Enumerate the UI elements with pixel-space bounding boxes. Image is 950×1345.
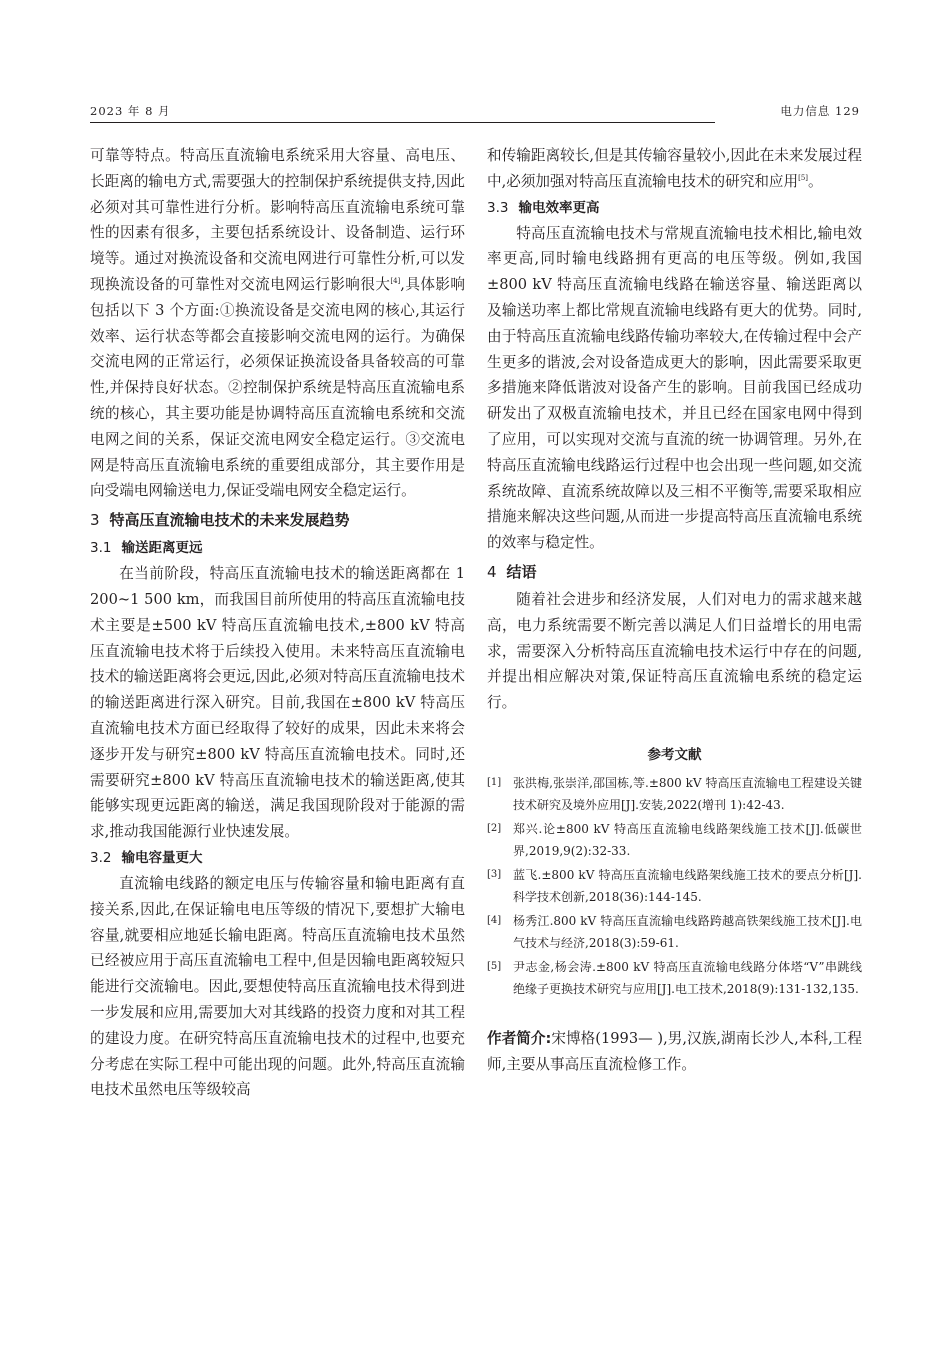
author-bio	[487, 1026, 862, 1078]
continued-text-b: 。	[808, 172, 823, 190]
continued-paragraph	[487, 143, 862, 195]
conclusion-paragraph: 随着社会进步和经济发展，人们对电力的需求越来越高，电力系统需要不断完善以满足人们日益增长的用电需求，需要深入分析特高压直流输电技术运行中存在的问题,并提出相应解决对策,保证特高压直流输电系统的稳定运行。	[487, 590, 862, 712]
section-3-3-number: 3.3	[487, 199, 509, 216]
intro-text-a: 可靠等特点。特高压直流输电系统采用大容量、高电压、长距离的输电方式,需要强大的控制保护系统提供支持,因此必须对其可靠性进行分析。影响特高压直流输电系统可靠性的因素有很多，主要包括系统设计、设备制造、运行环境等。通过对换流设备和交流电网进行可靠性分析,可以发现换流设备的可靠性对交流电网运行影响很大	[90, 147, 465, 293]
author-bio-label: 作者简介:	[487, 1029, 552, 1047]
reference-number: [2]	[487, 822, 502, 834]
section-4-title: 结语	[506, 562, 537, 581]
section-3-2-title: 输电容量更大	[121, 849, 203, 866]
reference-text: 郑兴.论±800 kV 特高压直流输电线路架线施工技术[J].低碳世界,2019,9(2):32-33.	[513, 821, 862, 858]
citation-5: [5]	[798, 173, 809, 182]
reference-item	[487, 818, 862, 862]
section-3-1-paragraph: 在当前阶段，特高压直流输电技术的输送距离都在 1 200~1 500 km，而我国目前所使用的特高压直流输电技术主要是±500 kV 特高压直流输电技术,±800 kV 特高压直流输电技术将于后续投入使用。未来特高压直流输电技术的输送距离将会更远,因此,必须对特高压直流输电技术的输送距离进行深入研究。目前,我国在±800 kV 特高压直流输电技术方面已经取得了较好的成果，因此未来将会逐步开发与研究±800 kV 特高压直流输电技术。同时,还需要研究±800 kV 特高压直流输电技术的输送距离,使其能够实现更远距离的输送，满足我国现阶段对于能源的需求,推动我国能源行业快速发展。	[90, 565, 465, 841]
section-3-heading	[90, 507, 465, 533]
reference-text: 蓝飞.±800 kV 特高压直流输电线路架线施工技术的要点分析[J].科学技术创新,2018(36):144-145.	[513, 867, 862, 904]
references-title: 参考文献	[647, 746, 702, 763]
header-rule	[90, 122, 715, 123]
reference-text: 尹志金,杨会涛.±800 kV 特高压直流输电线路分体塔“V”串跳线绝缘子更换技术研究与应用[J].电工技术,2018(9):131-132,135.	[513, 959, 862, 996]
section-3-2-paragraph: 直流输电线路的额定电压与传输容量和输电距离有直接关系,因此,在保证输电电压等级的情况下,要想扩大输电容量,就要相应地延长输电距离。特高压直流输电技术虽然已经被应用于高压直流输电工程中,但是因输电距离较短只能进行交流输电。因此,要想使特高压直流输电技术得到进一步发展和应用,需要加大对其线路的投资力度和对其工程的建设力度。在研究特高压直流输电技术的过程中,也要充分考虑在实际工程中可能出现的问题。此外,特高压直流输电技术虽然电压等级较高	[90, 874, 465, 1099]
section-3-1-heading	[90, 535, 465, 561]
left-column	[90, 143, 465, 1103]
section-4-heading	[487, 559, 862, 585]
section-3-number: 3	[90, 511, 100, 530]
reference-text: 张洪梅,张崇洋,邵国栋,等.±800 kV 特高压直流输电工程建设关键技术研究及境外应用[J].安装,2022(增刊 1):42-43.	[513, 775, 862, 812]
reference-text: 杨秀江.800 kV 特高压直流输电线路跨越高铁架线施工技术[J].电气技术与经济,2018(3):59-61.	[513, 913, 862, 950]
section-3-3-paragraph: 特高压直流输电技术与常规直流输电技术相比,输电效率更高,同时输电线路拥有更高的电压等级。例如,我国±800 kV 特高压直流输电线路在输送容量、输送距离以及输送功率上都比常规直流输电线路有更大的优势。同时,由于特高压直流输电线路传输功率较大,在传输过程中会产生更多的谐波,会对设备造成更大的影响，因此需要采取更多措施来降低谐波对设备产生的影响。目前我国已经成功研发出了双极直流输电技术，并且已经在国家电网中得到了应用，可以实现对交流与直流的统一协调管理。另外,在特高压直流输电线路运行过程中也会出现一些问题,如交流系统故障、直流系统故障以及三相不平衡等,需要采取相应措施来解决这些问题,从而进一步提高特高压直流输电系统的效率与稳定性。	[487, 224, 862, 552]
intro-paragraph	[90, 143, 465, 504]
section-3-1-number: 3.1	[90, 540, 112, 557]
section-3-2-heading	[90, 845, 465, 871]
references-list	[487, 772, 862, 1000]
reference-item	[487, 956, 862, 1000]
section-3-3-title: 输电效率更高	[518, 199, 600, 216]
page-header	[90, 100, 860, 122]
reference-number: [5]	[487, 960, 502, 972]
header-journal-page: 电力信息 129	[780, 104, 860, 118]
reference-number: [3]	[487, 868, 502, 880]
reference-number: [4]	[487, 914, 502, 926]
author-bio-text: 宋博格(1993— ),男,汉族,湖南长沙人,本科,工程师,主要从事高压直流检修工作。	[487, 1029, 862, 1073]
section-3-title: 特高压直流输电技术的未来发展趋势	[109, 511, 350, 530]
section-4-number: 4	[487, 562, 497, 581]
citation-4: [4]	[390, 276, 401, 285]
reference-item	[487, 910, 862, 954]
reference-item	[487, 772, 862, 816]
intro-text-b: ,具体影响包括以下 3 个方面:①换流设备是交流电网的核心,其运行效率、运行状态等都会直接影响交流电网的运行。为确保交流电网的正常运行，必须保证换流设备具备较高的可靠性,并保持良好状态。②控制保护系统是特高压直流输电系统的核心，其主要功能是协调特高压直流输电系统和交流电网之间的关系，保证交流电网安全稳定运行。③交流电网是特高压直流输电系统的重要组成部分，其主要作用是向受端电网输送电力,保证受端电网安全稳定运行。	[90, 275, 465, 500]
reference-number: [1]	[487, 776, 502, 788]
reference-item	[487, 864, 862, 908]
right-column	[487, 143, 862, 1078]
section-3-3-heading	[487, 195, 862, 221]
section-3-2-number: 3.2	[90, 849, 112, 866]
continued-text-a: 和传输距离较长,但是其传输容量较小,因此在未来发展过程中,必须加强对特高压直流输电技术的研究和应用	[487, 147, 862, 190]
section-3-1-title: 输送距离更远	[121, 540, 203, 557]
header-date: 2023 年 8 月	[90, 104, 171, 118]
